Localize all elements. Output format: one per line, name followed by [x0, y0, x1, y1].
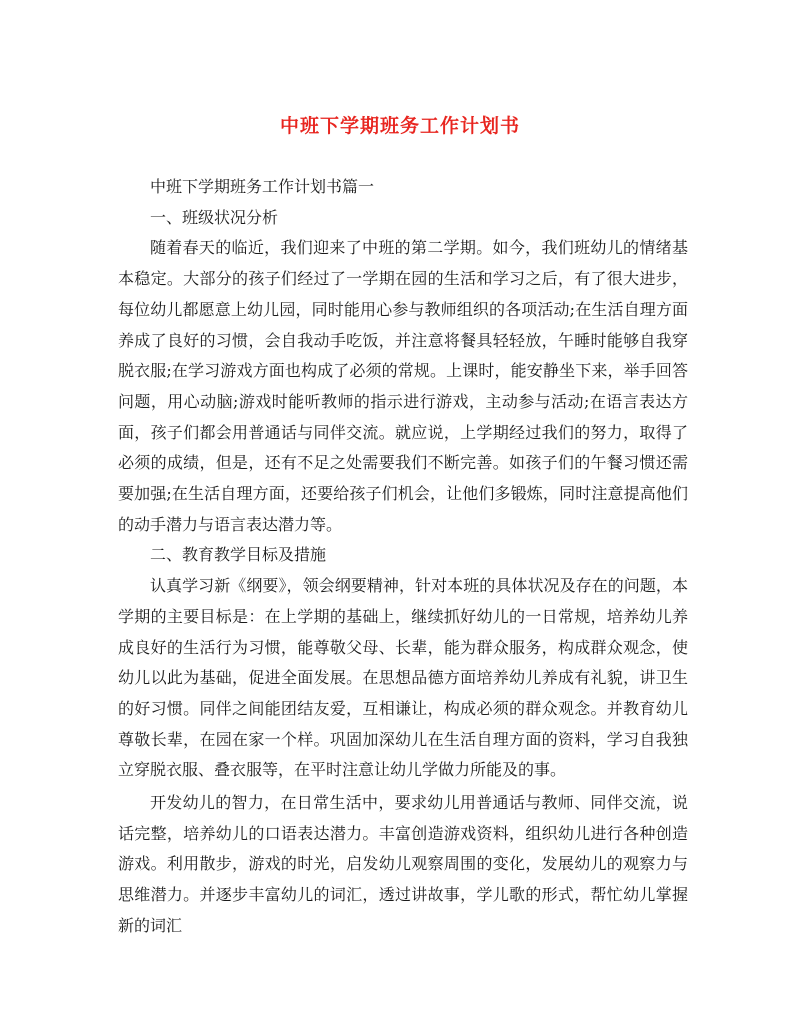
document-body	[118, 172, 688, 942]
section-1-heading: 一、班级状况分析	[150, 207, 279, 227]
section-2-heading: 二、教育教学目标及措施	[150, 545, 327, 565]
subtitle: 中班下学期班务工作计划书篇一	[150, 177, 375, 196]
document-title: 中班下学期班务工作计划书	[279, 115, 520, 137]
section-2-paragraph-1: 认真学习新《纲要》，领会纲要精神，针对本班的具体状况及存在的问题，本学期的主要目标是：在上学期的基础上，继续抓好幼儿的一日常规，培养幼儿养成良好的生活行为习惯，能尊敬父母、长辈，能为群众服务，构成群众观念，使幼儿以此为基础，促进全面发展。在思想品德方面培养幼儿养成有礼貌，讲卫生的好习惯。同伴之间能团结友爱，互相谦让，构成必须的群众观念。并教育幼儿尊敬长辈，在园在家一个样。巩固加深幼儿在生活自理方面的资料，学习自我独立穿脱衣服、叠衣服等，在平时注意让幼儿学做力所能及的事。	[118, 576, 688, 780]
section-1-paragraph: 随着春天的临近，我们迎来了中班的第二学期。如今，我们班幼儿的情绪基本稳定。大部分的孩子们经过了一学期在园的生活和学习之后，有了很大进步，每位幼儿都愿意上幼儿园，同时能用心参与教师组织的各项活动;在生活自理方面养成了良好的习惯，会自我动手吃饭，并注意将餐具轻轻放，午睡时能够自我穿脱衣服;在学习游戏方面也构成了必须的常规。上课时，能安静坐下来，举手回答问题，用心动脑;游戏时能听教师的指示进行游戏，主动参与活动;在语言表达方面，孩子们都会用普通话与同伴交流。就应说，上学期经过我们的努力，取得了必须的成绩，但是，还有不足之处需要我们不断完善。如孩子们的午餐习惯还需要加强;在生活自理方面，还要给孩子们机会，让他们多锻炼，同时注意提高他们的动手潜力与语言表达潜力等。	[118, 238, 688, 534]
section-2-paragraph-2: 开发幼儿的智力，在日常生活中，要求幼儿用普通话与教师、同伴交流，说话完整，培养幼儿的口语表达潜力。丰富创造游戏资料，组织幼儿进行各种创造游戏。利用散步，游戏的时光，启发幼儿观察周围的变化，发展幼儿的观察力与思维潜力。并逐步丰富幼儿的词汇，透过讲故事，学儿歌的形式，帮忙幼儿掌握新的词汇	[118, 793, 688, 935]
